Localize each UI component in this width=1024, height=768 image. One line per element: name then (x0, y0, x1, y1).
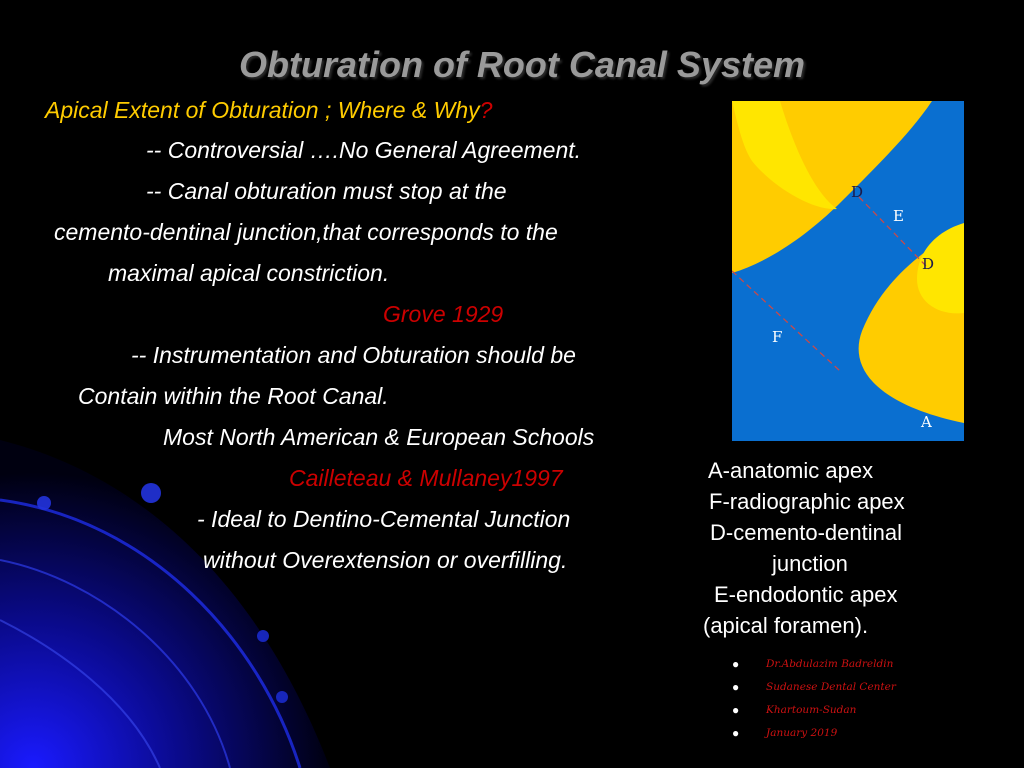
legend-item: D-cemento-dentinal (710, 520, 902, 545)
credit-text: Khartoum-Sudan (766, 703, 857, 716)
credit-item (732, 675, 896, 698)
credit-item (732, 698, 896, 721)
credit-text: Sudanese Dental Center (766, 680, 896, 693)
label-f: F (772, 328, 783, 346)
body-line: Contain within the Root Canal. (78, 383, 389, 409)
bullet-icon: ● (732, 679, 740, 694)
credit-item (732, 652, 896, 675)
subtitle-text: Apical Extent of Obturation ; Where & Why (45, 97, 480, 123)
legend-item: A-anatomic apex (708, 458, 874, 483)
body-line: Most North American & European Schools (163, 424, 595, 450)
credit-text: January 2019 (766, 726, 838, 739)
label-d-top: D (851, 183, 864, 201)
credit-item (732, 721, 896, 744)
body-line: -- Controversial ….No General Agreement. (146, 137, 582, 163)
citation-grove: Grove 1929 (383, 301, 504, 327)
legend-item: F-radiographic apex (709, 489, 905, 514)
legend-item: E-endodontic apex (714, 582, 898, 607)
label-e: E (893, 207, 904, 225)
credits-list (732, 652, 896, 744)
subtitle-question-mark: ? (479, 97, 493, 123)
label-d-right: D (922, 255, 935, 273)
credit-text: Dr.Abdulazim Badreldin (766, 657, 894, 670)
body-line: maximal apical constriction. (108, 260, 390, 286)
body-line: -- Canal obturation must stop at the (146, 178, 507, 204)
body-line: without Overextension or overfilling. (203, 547, 568, 573)
citation-cailleteau: Cailleteau & Mullaney1997 (289, 465, 563, 491)
slide-title: Obturation of Root Canal System (238, 44, 806, 85)
bullet-icon: ● (732, 656, 740, 671)
body-line: -- Instrumentation and Obturation should be (131, 342, 576, 368)
bullet-icon: ● (732, 725, 740, 740)
body-line: - Ideal to Dentino-Cemental Junction (197, 506, 571, 532)
apex-diagram (732, 101, 964, 441)
body-line: cemento-dentinal junction,that corresponds to the (54, 219, 558, 245)
legend-item: (apical foramen). (703, 613, 869, 638)
bullet-icon: ● (732, 702, 740, 717)
legend-item: junction (772, 551, 848, 576)
subtitle (45, 97, 492, 124)
label-a: A (921, 413, 932, 431)
